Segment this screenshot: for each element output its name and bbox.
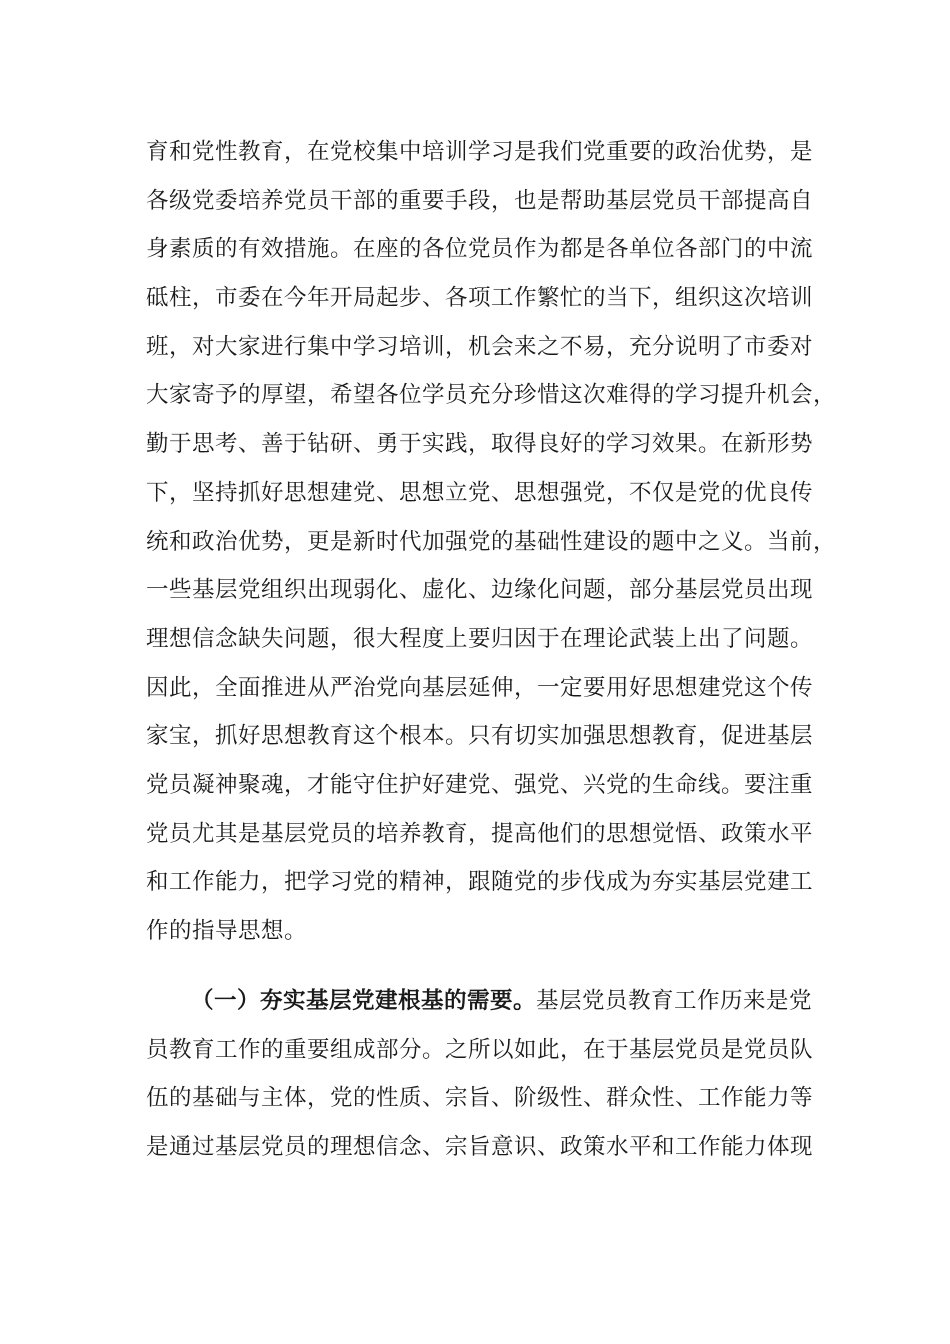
section-heading: （一）夯实基层党建根基的需要。 <box>191 988 537 1014</box>
text-line: 统和政治优势，更是新时代加强党的基础性建设的题中之义。当前， <box>146 528 837 555</box>
text-line: 砥柱，市委在今年开局起步、各项工作繁忙的当下，组织这次培训 <box>146 285 814 312</box>
text-line-first <box>146 977 813 1026</box>
paragraph-2 <box>146 977 814 1172</box>
text-line: 班，对大家进行集中学习培训，机会来之不易，充分说明了市委对 <box>146 333 814 360</box>
text-line: 身素质的有效措施。在座的各位党员作为都是各单位各部门的中流 <box>146 236 814 263</box>
text-line: 党员凝神聚魂，才能守住护好建党、强党、兴党的生命线。要注重 <box>146 771 814 798</box>
text-line: 各级党委培养党员干部的重要手段，也是帮助基层党员干部提高自 <box>146 187 814 214</box>
text-line: 一些基层党组织出现弱化、虚化、边缘化问题，部分基层党员出现 <box>146 577 814 604</box>
text-line: 因此，全面推进从严治党向基层延伸，一定要用好思想建党这个传 <box>146 674 814 701</box>
text-line: 是通过基层党员的理想信念、宗旨意识、政策水平和工作能力体现 <box>146 1134 814 1161</box>
text-line: 育和党性教育，在党校集中培训学习是我们党重要的政治优势，是 <box>146 139 814 165</box>
text-line: 员教育工作的重要组成部分。之所以如此，在于基层党员是党员队 <box>146 1036 814 1063</box>
text-line: 理想信念缺失问题，很大程度上要归因于在理论武装上出了问题。 <box>146 625 814 652</box>
text-line: 下，坚持抓好思想建党、思想立党、思想强党，不仅是党的优良传 <box>146 479 814 506</box>
text-line: 家宝，抓好思想教育这个根本。只有切实加强思想教育，促进基层 <box>146 723 814 750</box>
text-line: 和工作能力，把学习党的精神，跟随党的步伐成为夯实基层党建工 <box>146 869 814 896</box>
text-line: 勤于思考、善于钻研、勇于实践，取得良好的学习效果。在新形势 <box>146 431 814 458</box>
text-run: 基层党员教育工作历来是党 <box>536 988 813 1014</box>
text-line: 作的指导思想。 <box>146 918 308 944</box>
text-line: 大家寄予的厚望，希望各位学员充分珍惜这次难得的学习提升机会， <box>146 382 837 409</box>
text-line: 党员尤其是基层党员的培养教育，提高他们的思想觉悟、政策水平 <box>146 820 814 847</box>
text-line: 伍的基础与主体，党的性质、宗旨、阶级性、群众性、工作能力等 <box>146 1085 814 1112</box>
paragraph-1 <box>146 128 837 956</box>
